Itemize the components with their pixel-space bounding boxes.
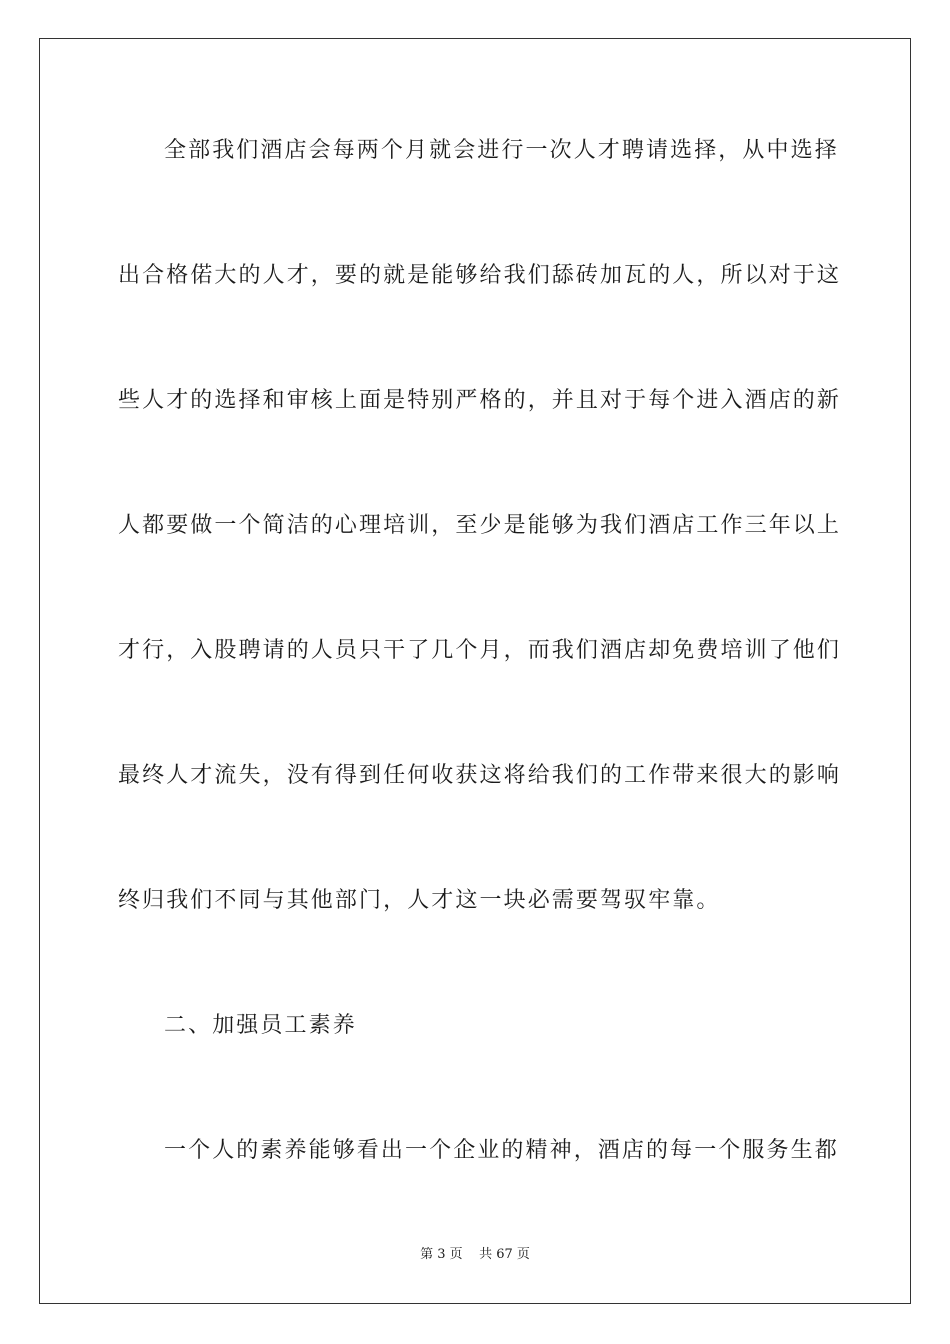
paragraph-line: 些人才的选择和审核上面是特别严格的，并且对于每个进入酒店的新 (118, 388, 842, 413)
paragraph-line: 才行，入股聘请的人员只干了几个月，而我们酒店却免费培训了他们 (118, 638, 842, 663)
paragraph-line: 出合格偌大的人才，要的就是能够给我们舔砖加瓦的人，所以对于这 (118, 263, 842, 288)
page-border (39, 38, 911, 1304)
paragraph-line: 全部我们酒店会每两个月就会进行一次人才聘请选择，从中选择 (164, 138, 839, 163)
page-number-footer: 第 3 页 共 67 页 (420, 1247, 530, 1262)
paragraph-line: 人都要做一个简洁的心理培训，至少是能够为我们酒店工作三年以上 (118, 513, 842, 538)
section-heading: 二、加强员工素养 (164, 1013, 357, 1038)
paragraph-line: 最终人才流失，没有得到任何收获这将给我们的工作带来很大的影响 (118, 763, 842, 788)
paragraph-line: 终归我们不同与其他部门，人才这一块必需要驾驭牢靠。 (118, 888, 721, 913)
paragraph-line: 一个人的素养能够看出一个企业的精神，酒店的每一个服务生都 (164, 1138, 839, 1163)
